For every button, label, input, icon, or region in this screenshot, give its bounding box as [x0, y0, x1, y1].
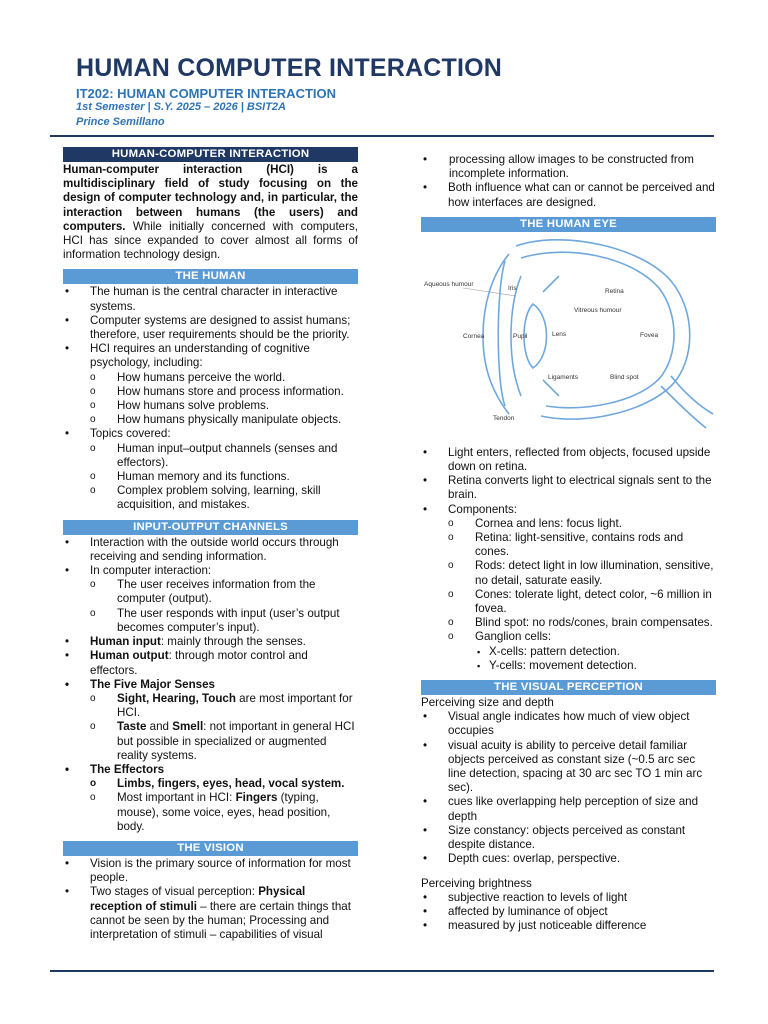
term-human-output: Human output: [90, 649, 169, 663]
io-list: [63, 536, 358, 834]
list-item: • Light enters, reflected from objects, focused upside down on retina.: [421, 446, 716, 474]
sub-list-item: o Retina: light-sensitive, contains rods and cones.: [421, 531, 716, 559]
sub-list-item: [63, 791, 358, 834]
section-header-io: INPUT-OUTPUT CHANNELS: [63, 520, 358, 535]
hci-definition: Human-computer interaction (HCI) is a multidisciplinary field of study focusing on the design of computer technology and, in particular, the interaction between humans (the users) and computers.: [63, 163, 358, 233]
sub-list-item: o How humans store and process information.: [63, 385, 358, 399]
term-desc: : mainly through the senses.: [160, 635, 306, 649]
list-item: • subjective reaction to levels of light: [421, 891, 716, 905]
list-item: • Size constancy: objects perceived as constant despite distance.: [421, 824, 716, 852]
list-item: • The human is the central character in interactive systems.: [63, 285, 358, 313]
list-item: • The Effectors: [63, 763, 358, 777]
right-column: [421, 153, 716, 933]
page-title: HUMAN COMPUTER INTERACTION: [76, 54, 503, 82]
sub-list-item: o Complex problem solving, learning, skill acquisition, and mistakes.: [63, 484, 358, 512]
human-list: [63, 285, 358, 512]
label-cornea: Cornea: [463, 332, 485, 340]
semester-meta: 1st Semester | S.Y. 2025 – 2026 | BSIT2A: [76, 101, 286, 113]
bottom-divider: [50, 970, 714, 972]
left-column: [63, 147, 358, 942]
term-fingers: Fingers: [235, 791, 278, 805]
list-item: • measured by just noticeable difference: [421, 919, 716, 933]
label-pupil: Pupil: [513, 332, 528, 340]
vision-list-cont: [421, 153, 716, 210]
course-subtitle: IT202: HUMAN COMPUTER INTERACTION: [76, 86, 337, 101]
label-ligaments: Ligaments: [548, 373, 578, 381]
stage-desc: – there are certain things that cannot be seen by the human; Processing and interpretation of stimuli – capabilities of visual: [90, 899, 351, 941]
sub-list-item: o Rods: detect light in low illumination, sensitive, no detail, saturate easily.: [421, 559, 716, 587]
term-desc: : not important in general HCI but possible in specialized or augmented reality systems.: [117, 720, 355, 762]
perception-list: [421, 710, 716, 866]
term-smell: Smell: [172, 720, 204, 734]
label-aqueous: Aqueous humour: [424, 280, 474, 288]
list-item: • The Five Major Senses: [63, 678, 358, 692]
hci-paragraph: [63, 163, 358, 262]
list-item: • Both influence what can or cannot be perceived and how interfaces are designed.: [421, 181, 716, 209]
list-item: [63, 635, 358, 649]
label-fovea: Fovea: [640, 331, 659, 339]
list-item: • Interaction with the outside world occurs through receiving and sending information.: [63, 536, 358, 564]
stage-pre: Two stages of visual perception:: [90, 885, 259, 899]
sub-list-item: o Human input–output channels (senses and effectors).: [63, 442, 358, 470]
list-item: [63, 649, 358, 677]
term-desc: : through motor control and effectors.: [90, 649, 308, 677]
human-eye-diagram: [421, 236, 716, 436]
sub-list-item: o Cones: tolerate light, detect color, ~6 million in fovea.: [421, 588, 716, 616]
list-item: • Computer systems are designed to assist humans; therefore, user requirements should be the priority.: [63, 314, 358, 342]
label-blindspot: Blind spot: [610, 373, 639, 381]
list-item: • Depth cues: overlap, perspective.: [421, 852, 716, 866]
sub-list-item: o Ganglion cells:: [421, 630, 716, 644]
author-name: Prince Semillano: [76, 116, 165, 128]
term-desc: (typing, mouse), some voice, eyes, head position, body.: [117, 791, 331, 833]
sub-list-item: o Limbs, fingers, eyes, head, vocal system.: [63, 777, 358, 791]
list-item: [63, 885, 358, 942]
list-item: • Visual angle indicates how much of view object occupies: [421, 710, 716, 738]
list-item: • In computer interaction:: [63, 564, 358, 578]
section-header-hci: HUMAN-COMPUTER INTERACTION: [63, 147, 358, 162]
term-senses: Sight, Hearing, Touch: [117, 691, 236, 705]
term-desc: are most important for HCI.: [117, 691, 353, 720]
sub-list-item: [63, 720, 358, 763]
sub-list-item: o The user responds with input (user’s output becomes computer’s input).: [63, 607, 358, 635]
top-divider: [50, 135, 714, 137]
label-tendon: Tendon: [493, 414, 515, 422]
sub-list-item: [63, 692, 358, 720]
list-item: • affected by luminance of object: [421, 905, 716, 919]
label-iris: Iris: [508, 284, 517, 292]
sub-sub-list-item: ▪ Y-cells: movement detection.: [421, 659, 716, 673]
sub-list-item: o Human memory and its functions.: [63, 470, 358, 484]
brightness-list: [421, 891, 716, 934]
section-header-eye: THE HUMAN EYE: [421, 217, 716, 232]
label-retina: Retina: [605, 287, 624, 295]
label-vitreous: Vitreous humour: [574, 306, 622, 314]
term-joiner: and: [146, 720, 173, 734]
sub-list-item: o How humans perceive the world.: [63, 371, 358, 385]
list-item-continued: [421, 153, 716, 181]
section-header-vision: THE VISION: [63, 841, 358, 856]
sub-list-item: o Blind spot: no rods/cones, brain compensates.: [421, 616, 716, 630]
vision-list: [63, 857, 358, 942]
list-item: • Topics covered:: [63, 427, 358, 441]
perception-subheading-brightness: Perceiving brightness: [421, 876, 532, 890]
list-item: • HCI requires an understanding of cognitive psychology, including:: [63, 342, 358, 370]
sub-list-item: o How humans solve problems.: [63, 399, 358, 413]
term-taste: Taste: [117, 720, 147, 734]
sub-sub-list-item: ▪ X-cells: pattern detection.: [421, 645, 716, 659]
perception-subheading-size: Perceiving size and depth: [421, 696, 554, 710]
term-human-input: Human input: [90, 635, 161, 649]
section-header-perception: THE VISUAL PERCEPTION: [421, 680, 716, 695]
section-header-human: THE HUMAN: [63, 269, 358, 284]
term-pre: Most important in HCI:: [117, 791, 236, 805]
sub-list-item: o Cornea and lens: focus light.: [421, 517, 716, 531]
list-item: • cues like overlapping help perception of size and depth: [421, 795, 716, 823]
list-item: • visual acuity is ability to perceive detail familiar objects perceived as constant size (~0.5 arc sec line detection, spacing at 30 arc sec TO 1 min arc sec).: [421, 739, 716, 796]
hci-extension: While initially concerned with computers, HCI has since expanded to cover almost all forms of information technology design.: [63, 219, 358, 262]
list-item: • Vision is the primary source of information for most people.: [63, 857, 358, 885]
list-item: • Retina converts light to electrical signals sent to the brain.: [421, 474, 716, 502]
sub-list-item: o The user receives information from the computer (output).: [63, 578, 358, 606]
continued-text: processing allow images to be constructed from incomplete information.: [449, 153, 694, 181]
list-item: • Components:: [421, 503, 716, 517]
sub-list-item: o How humans physically manipulate objects.: [63, 413, 358, 427]
label-lens: Lens: [552, 330, 567, 338]
stage-physical: Physical reception of stimuli: [90, 885, 306, 913]
eye-list: [421, 446, 716, 673]
